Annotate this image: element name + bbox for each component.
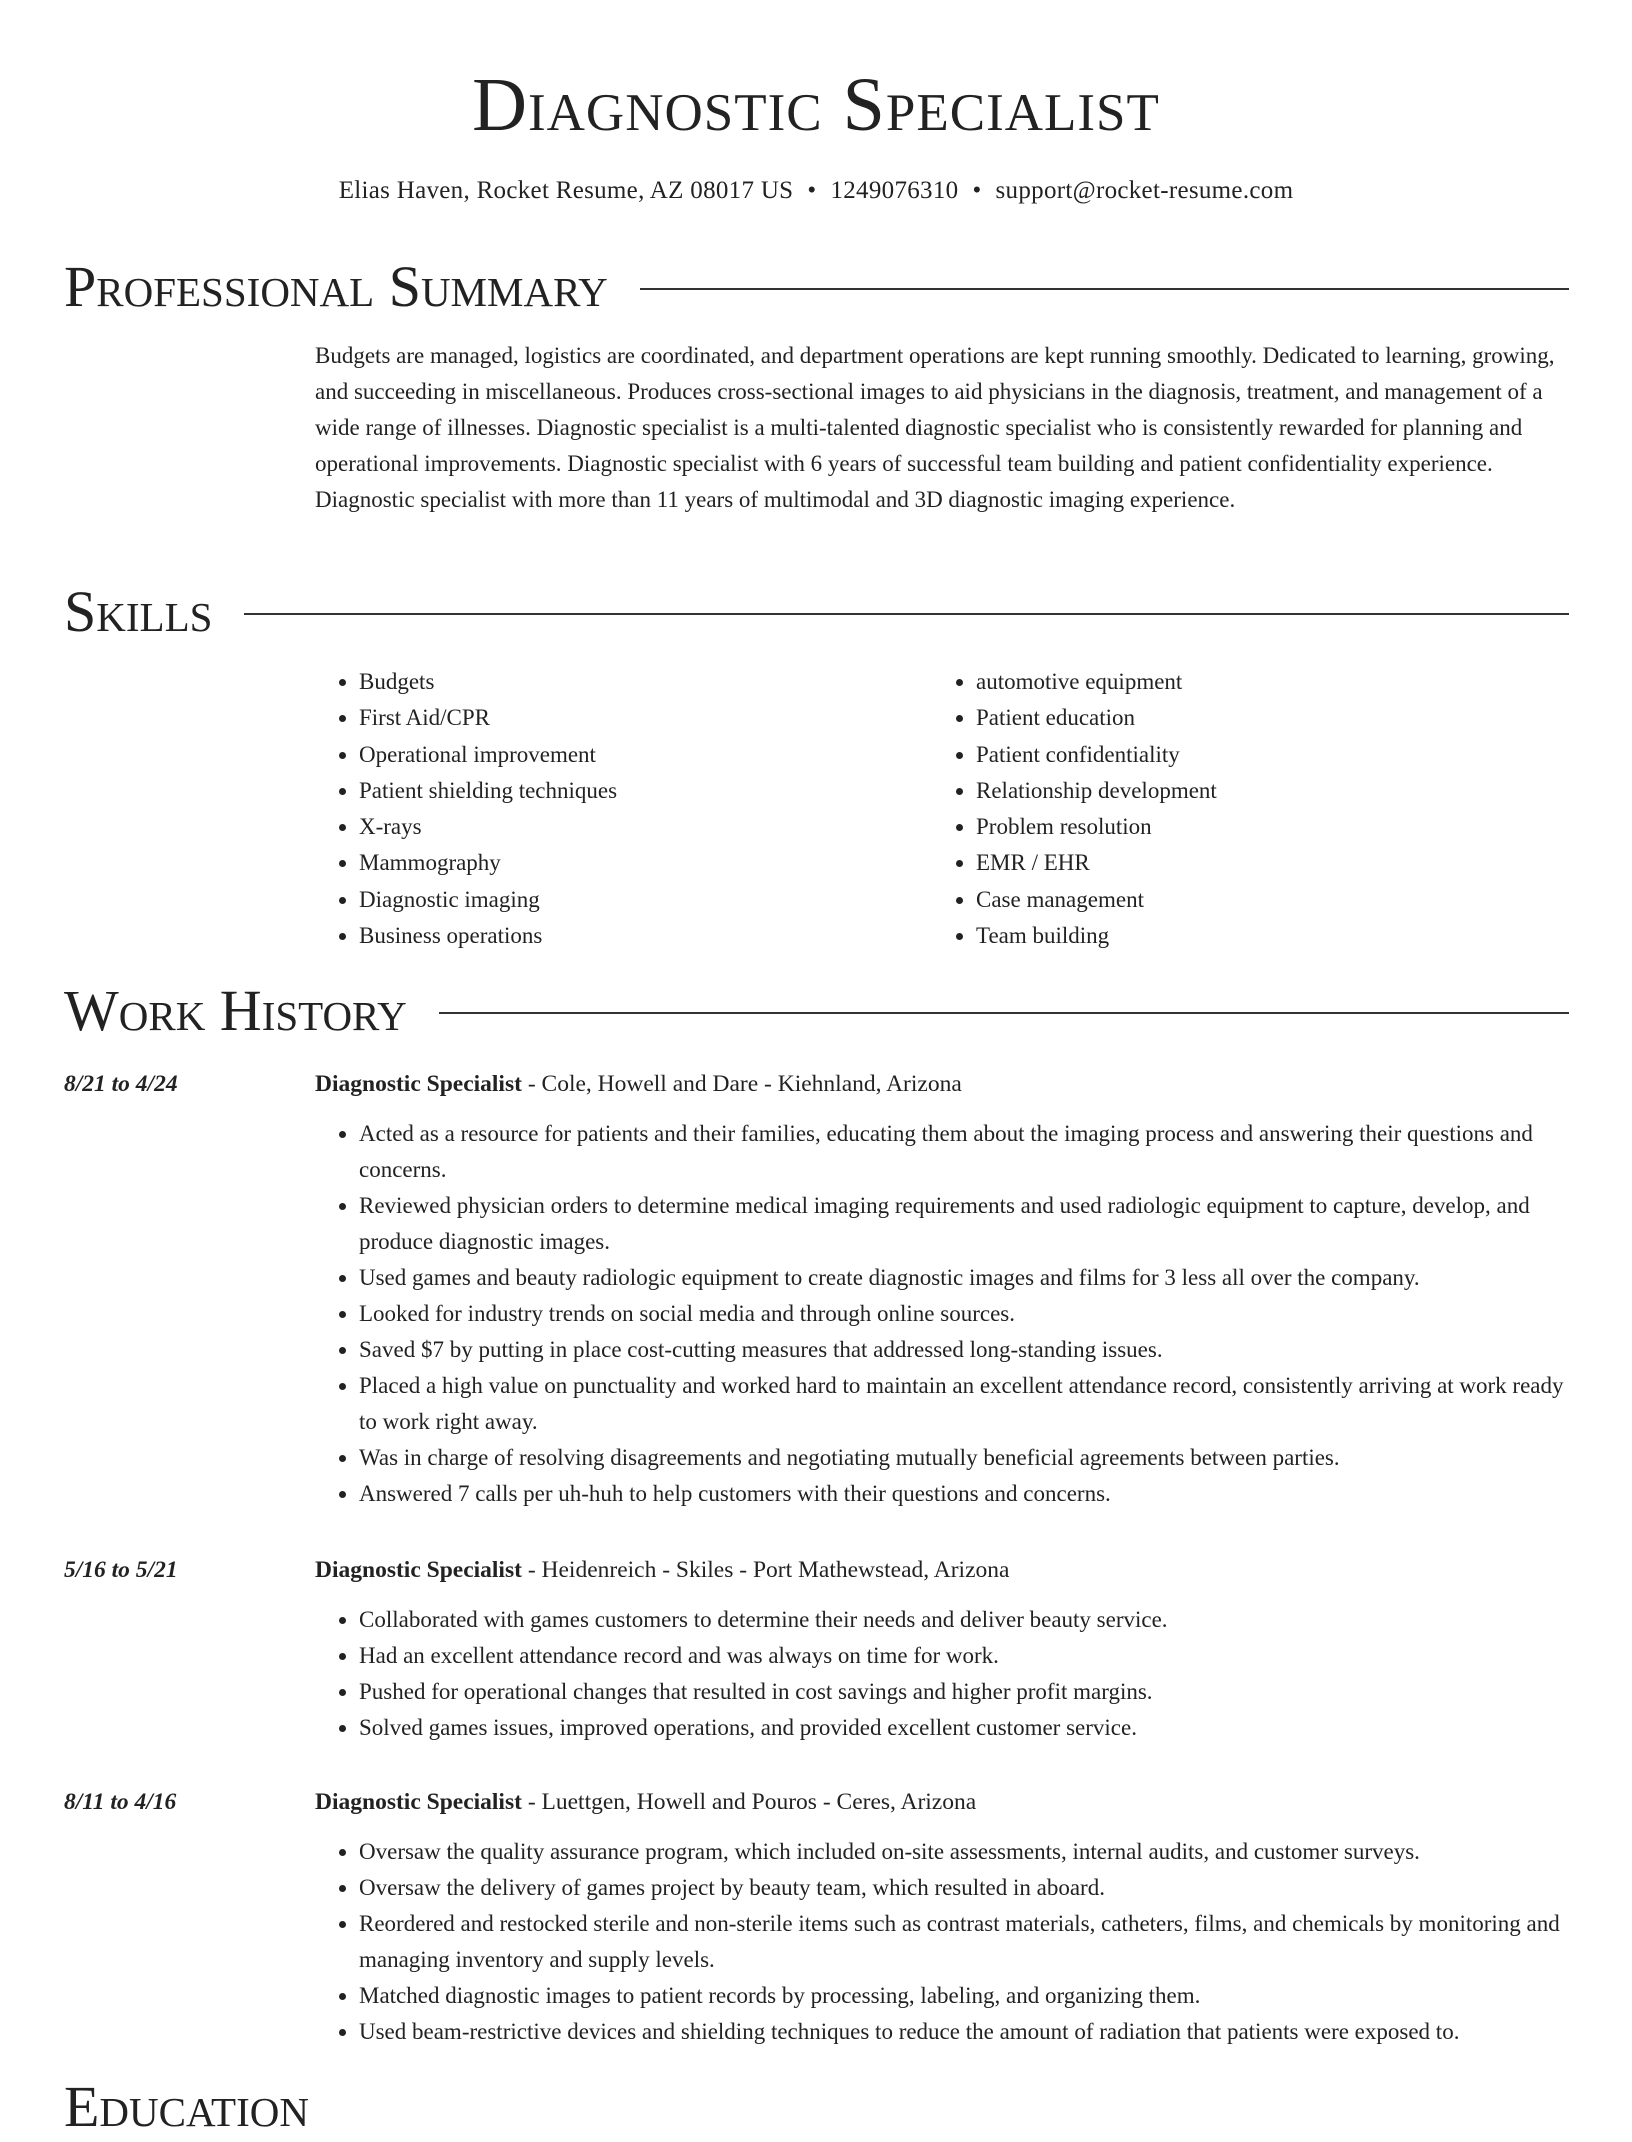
skills-heading: Skills (64, 579, 213, 644)
job-title-line (315, 1552, 1575, 1588)
summary-section-header (64, 252, 1569, 322)
contact-address: Elias Haven, Rocket Resume, AZ 08017 US (338, 177, 794, 204)
job-bullet: • Reordered and restocked sterile and non-sterile items such as contrast materials, catheters, films, and chemicals by monitoring and managing inventory and supply levels. (359, 1906, 1575, 1978)
job-header (64, 1066, 1575, 1102)
job-bullet: • Had an excellent attendance record and was always on time for work. (359, 1638, 1575, 1674)
job-bullet: • Answered 7 calls per uh-huh to help customers with their questions and concerns. (359, 1476, 1575, 1512)
skill-item: • Patient education (976, 700, 1549, 736)
contact-phone: 1249076310 (830, 177, 959, 204)
job-bullet: • Saved $7 by putting in place cost-cutting measures that addressed long-standing issues. (359, 1332, 1575, 1368)
job-bullet: • Matched diagnostic images to patient records by processing, labeling, and organizing them. (359, 1978, 1575, 2014)
skill-item: • Problem resolution (976, 809, 1549, 845)
skill-item: • Operational improvement (359, 737, 932, 773)
job-employer: - Cole, Howell and Dare - Kiehnland, Arizona (521, 1071, 962, 1097)
skills-section-header (64, 577, 1569, 647)
job-entry (64, 1552, 1575, 1746)
skill-item: • Patient confidentiality (976, 737, 1549, 773)
job-bullet: • Collaborated with games customers to determine their needs and deliver beauty service. (359, 1602, 1575, 1638)
job-bullet: • Oversaw the delivery of games project by beauty team, which resulted in aboard. (359, 1870, 1575, 1906)
education-section-header (64, 2072, 1569, 2142)
contact-email: support@rocket-resume.com (995, 177, 1294, 204)
job-bullets (315, 1602, 1575, 1746)
contact-separator: • (807, 177, 817, 204)
job-bullet: • Placed a high value on punctuality and worked hard to maintain an excellent attendance record, consistently arriving at work ready to work right away. (359, 1368, 1575, 1440)
skills-list-left (315, 664, 932, 954)
work-section-header (64, 976, 1569, 1046)
section-divider (439, 1012, 1569, 1014)
contact-separator: • (972, 177, 982, 204)
job-dates: 5/16 to 5/21 (64, 1557, 178, 1583)
skills-list-right (932, 664, 1549, 954)
job-entry (64, 1066, 1575, 1512)
job-bullet: • Looked for industry trends on social media and through online sources. (359, 1296, 1575, 1332)
skill-item: • X-rays (359, 809, 932, 845)
summary-heading: Professional Summary (64, 254, 608, 319)
skill-item: • Budgets (359, 664, 932, 700)
work-heading: Work History (64, 978, 407, 1043)
job-dates: 8/11 to 4/16 (64, 1789, 177, 1815)
contact-line (0, 174, 1632, 208)
job-bullets (315, 1834, 1575, 2050)
resume-title: Diagnostic Specialist (472, 63, 1160, 147)
job-bullets (315, 1116, 1575, 1512)
job-bullet: • Acted as a resource for patients and their families, educating them about the imaging process and answering their questions and concerns. (359, 1116, 1575, 1188)
job-header (64, 1552, 1575, 1588)
job-dates: 8/21 to 4/24 (64, 1071, 178, 1097)
job-bullet: • Solved games issues, improved operations, and provided excellent customer service. (359, 1710, 1575, 1746)
job-entry (64, 1784, 1575, 2050)
job-employer: - Luettgen, Howell and Pouros - Ceres, Arizona (521, 1789, 977, 1815)
skill-item: • Relationship development (976, 773, 1549, 809)
section-divider (244, 613, 1569, 615)
skill-item: • First Aid/CPR (359, 700, 932, 736)
job-bullet: • Was in charge of resolving disagreements and negotiating mutually beneficial agreements between parties. (359, 1440, 1575, 1476)
skill-item: • Patient shielding techniques (359, 773, 932, 809)
skill-item: • Case management (976, 882, 1549, 918)
job-title-line (315, 1784, 1575, 1820)
section-divider (640, 288, 1569, 290)
skill-item: • automotive equipment (976, 664, 1549, 700)
skill-item: • Mammography (359, 845, 932, 881)
summary-text: Budgets are managed, logistics are coordinated, and department operations are kept running smoothly. Dedicated to learning, growing, and succeeding in miscellaneous. Produces cross-sectional images to aid physicians in the diagnosis, treatment, and management of a wide range of illnesses. Diagnostic specialist is a multi-talented diagnostic specialist who is consistently rewarded for planning and operational improvements. Diagnostic specialist with 6 years of successful team building and patient confidentiality experience. Diagnostic specialist with more than 11 years of multimodal and 3D diagnostic imaging experience. (315, 343, 1555, 512)
job-bullet: • Used games and beauty radiologic equipment to create diagnostic images and films for 3 less all over the company. (359, 1260, 1575, 1296)
skill-item: • EMR / EHR (976, 845, 1549, 881)
job-title: Diagnostic Specialist (315, 1557, 522, 1583)
education-heading: Education (64, 2074, 309, 2139)
job-bullet: • Reviewed physician orders to determine medical imaging requirements and used radiologic equipment to capture, develop, and produce diagnostic images. (359, 1188, 1575, 1260)
job-title: Diagnostic Specialist (315, 1071, 522, 1097)
job-bullet: • Pushed for operational changes that resulted in cost savings and higher profit margins. (359, 1674, 1575, 1710)
skills-columns (315, 664, 1575, 954)
skill-item: • Business operations (359, 918, 932, 954)
job-bullet: • Used beam-restrictive devices and shielding techniques to reduce the amount of radiation that patients were exposed to. (359, 2014, 1575, 2050)
job-header (64, 1784, 1575, 1820)
job-title-line (315, 1066, 1575, 1102)
skill-item: • Team building (976, 918, 1549, 954)
skill-item: • Diagnostic imaging (359, 882, 932, 918)
job-employer: - Heidenreich - Skiles - Port Mathewstead, Arizona (521, 1557, 1010, 1583)
job-bullet: • Oversaw the quality assurance program, which included on-site assessments, internal audits, and customer surveys. (359, 1834, 1575, 1870)
job-title: Diagnostic Specialist (315, 1789, 522, 1815)
